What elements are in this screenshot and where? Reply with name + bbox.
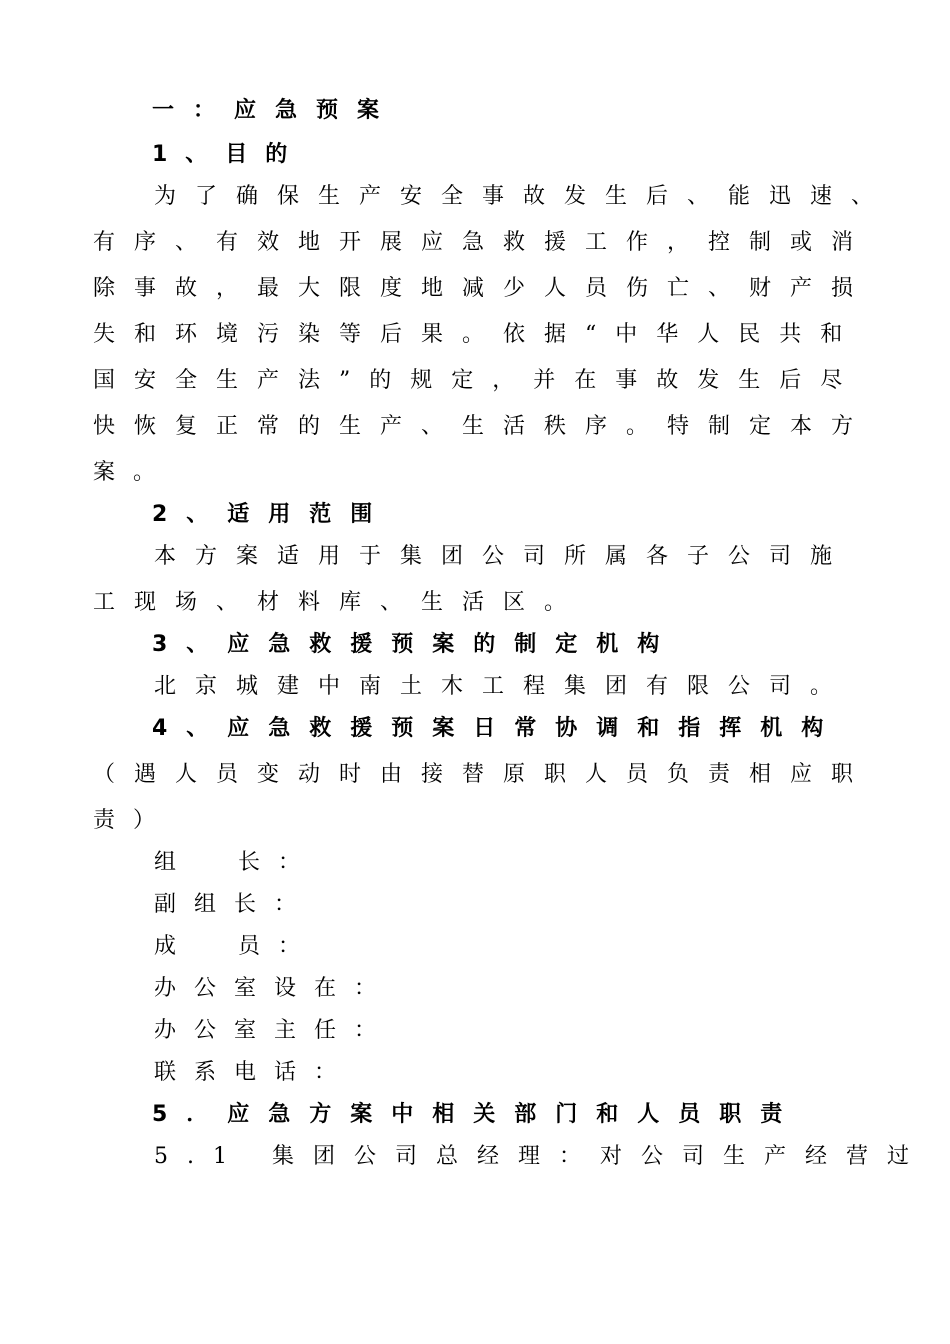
paragraph-line: 案。 xyxy=(93,460,174,485)
paragraph-line: 快恢复正常的生产、生活秩序。特制定本方 xyxy=(93,414,873,439)
paragraph-line: （遇人员变动时由接替原职人员负责相应职 xyxy=(93,762,873,787)
paragraph-line: 为了确保生产安全事故发生后、能迅速、 xyxy=(154,184,893,209)
role-member xyxy=(154,932,318,962)
role-member-a: 成 xyxy=(154,934,195,959)
role-office-location: 办公室设在： xyxy=(154,976,395,1001)
organization-name: 北京城建中南土木工程集团有限公司。 xyxy=(154,674,852,699)
role-phone: 联系电话： xyxy=(154,1060,355,1085)
heading-responsibilities: 5．应急方案中相关部门和人员职责 xyxy=(152,1102,802,1127)
paragraph-line: 本方案适用于集团公司所属各子公司施 xyxy=(154,544,852,569)
heading-command-structure: 4、应急救援预案日常协调和指挥机构 xyxy=(152,716,843,741)
heading-organization: 3、应急救援预案的制定机构 xyxy=(152,632,679,657)
heading-scope: 2、适用范围 xyxy=(152,502,392,527)
item-5-1: 5.1 集团公司总经理：对公司生产经营过 xyxy=(154,1144,928,1169)
role-deputy: 副组长： xyxy=(154,892,315,917)
section-title: 一：应急预案 xyxy=(152,98,399,123)
paragraph-line: 有序、有效地开展应急救援工作，控制或消 xyxy=(93,230,873,255)
role-member-b: 员： xyxy=(238,934,319,959)
heading-purpose: 1、目的 xyxy=(152,142,306,167)
role-leader-b: 长： xyxy=(238,850,319,875)
paragraph-line: 失和环境污染等后果。依据“中华人民共和 xyxy=(93,322,862,347)
role-leader-a: 组 xyxy=(154,850,195,875)
paragraph-line: 工现场、材料库、生活区。 xyxy=(93,590,586,615)
paragraph-line: 除事故，最大限度地减少人员伤亡、财产损 xyxy=(93,276,873,301)
paragraph-line: 责） xyxy=(93,808,174,833)
paragraph-line: 国安全生产法”的规定，并在事故发生后尽 xyxy=(93,368,862,393)
role-office-director: 办公室主任： xyxy=(154,1018,395,1043)
role-leader xyxy=(154,848,318,878)
